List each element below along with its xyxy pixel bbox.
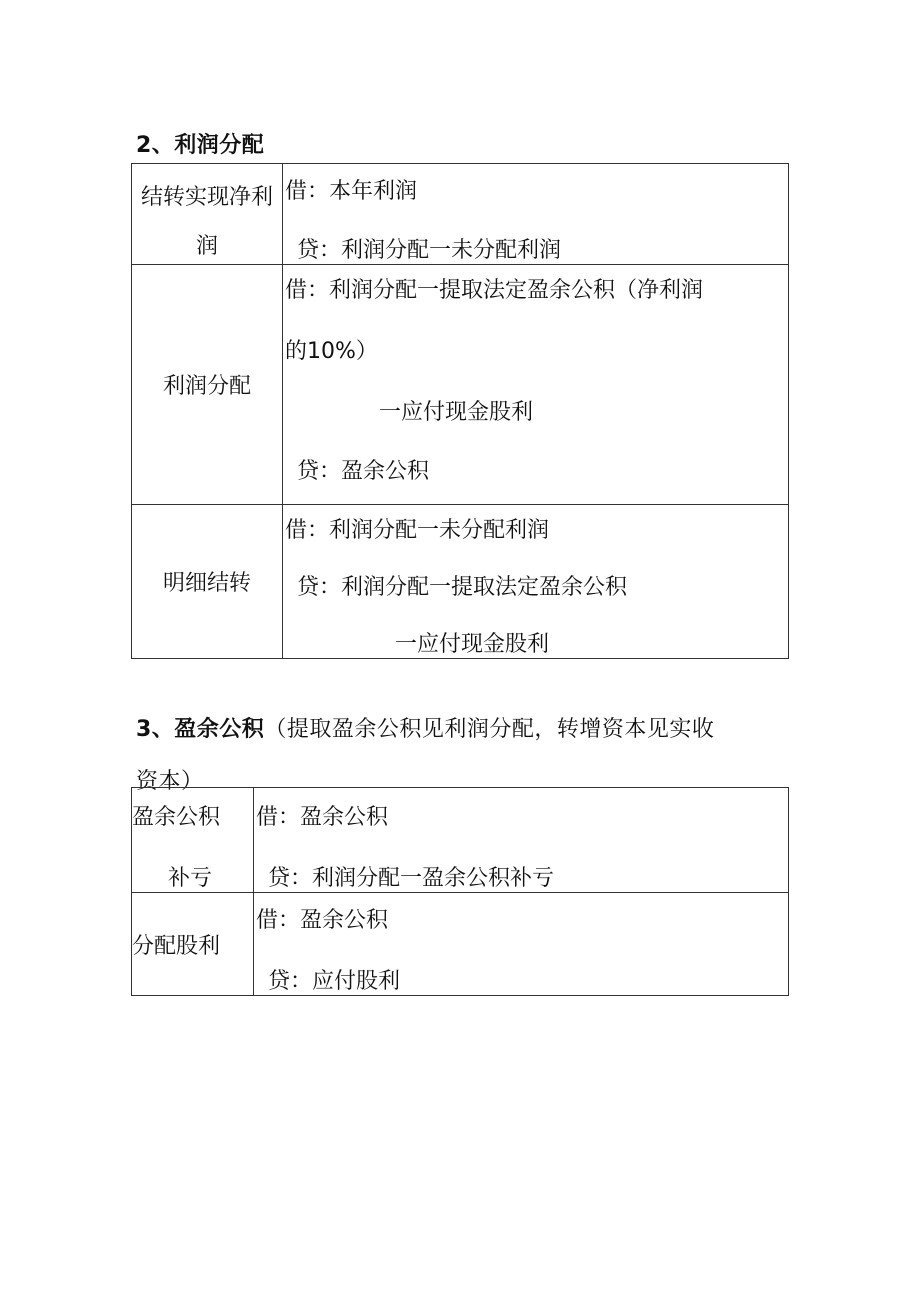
table-row bbox=[132, 788, 789, 893]
table-row bbox=[132, 505, 789, 659]
section-3-title-text: 3、盈余公积 bbox=[136, 717, 265, 742]
entry-cell bbox=[254, 788, 789, 893]
row-label: 盈余公积 bbox=[132, 805, 221, 830]
entry-cell bbox=[283, 505, 789, 659]
credit-entry: 贷：利润分配一盈余公积补亏 bbox=[268, 866, 555, 891]
row-label-cell bbox=[132, 164, 283, 265]
row-label: 分配股利 bbox=[132, 933, 221, 959]
debit-entry: 借：利润分配一未分配利润 bbox=[285, 518, 550, 543]
surplus-reserve-table bbox=[131, 787, 789, 996]
table-row bbox=[132, 265, 789, 505]
row-label: 利润分配 bbox=[162, 374, 251, 399]
table-row bbox=[132, 164, 789, 265]
section-3-note: （提取盈余公积见利润分配，转增资本见实收 bbox=[264, 717, 715, 742]
profit-distribution-table bbox=[131, 163, 789, 659]
row-label: 补亏 bbox=[168, 866, 213, 891]
row-label-cell bbox=[132, 893, 254, 996]
row-label-cell bbox=[132, 788, 254, 893]
credit-entry-sub: 一应付现金股利 bbox=[395, 632, 550, 657]
debit-entry-sub: 一应付现金股利 bbox=[379, 400, 534, 425]
section-2-title-text: 2、利润分配 bbox=[136, 133, 265, 158]
debit-entry-cont: 的10%） bbox=[285, 339, 378, 364]
debit-entry: 借：本年利润 bbox=[285, 179, 418, 204]
table-row bbox=[132, 893, 789, 996]
debit-entry: 借：利润分配一提取法定盈余公积（净利润 bbox=[285, 278, 704, 303]
credit-entry: 贷：利润分配一提取法定盈余公积 bbox=[297, 575, 628, 600]
section-3-note-cont: 资本） bbox=[136, 769, 204, 794]
section-2-title bbox=[136, 128, 264, 159]
debit-entry: 借：盈余公积 bbox=[256, 805, 389, 830]
entry-cell bbox=[283, 164, 789, 265]
row-label-cell bbox=[132, 265, 283, 505]
credit-entry: 贷：盈余公积 bbox=[297, 459, 430, 484]
row-label: 结转实现净利 bbox=[140, 185, 273, 210]
row-label-cell bbox=[132, 505, 283, 659]
credit-entry: 贷：应付股利 bbox=[268, 969, 401, 994]
entry-cell bbox=[254, 893, 789, 996]
row-label: 润 bbox=[195, 234, 218, 259]
credit-entry: 贷：利润分配一未分配利润 bbox=[297, 238, 562, 263]
debit-entry: 借：盈余公积 bbox=[256, 908, 389, 933]
entry-cell bbox=[283, 265, 789, 505]
row-label: 明细结转 bbox=[162, 571, 251, 596]
